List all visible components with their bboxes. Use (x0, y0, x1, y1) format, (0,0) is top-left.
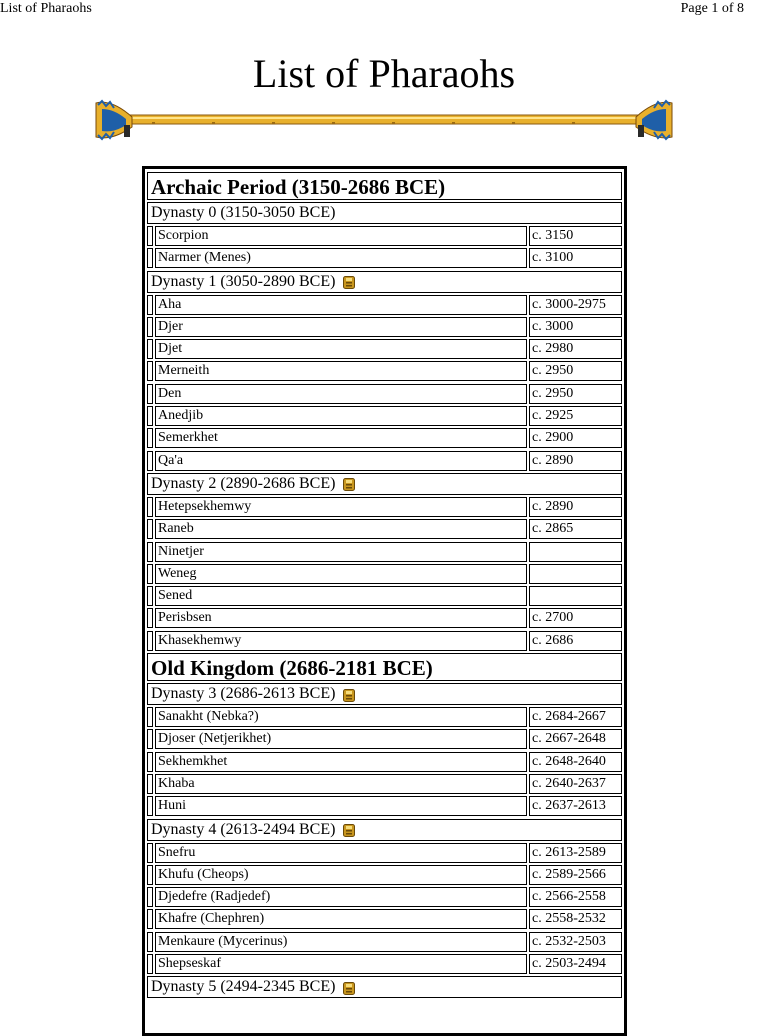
pharaoh-name: Khafre (Chephren) (155, 909, 527, 929)
pharaoh-table (142, 166, 627, 1036)
row-indent-cell (147, 954, 153, 974)
row-indent-cell (147, 339, 153, 359)
reign-date: c. 3000-2975 (529, 295, 622, 315)
row-indent-cell (147, 796, 153, 816)
period-heading: Old Kingdom (2686-2181 BCE) (147, 653, 622, 681)
reign-date: c. 2532-2503 (529, 932, 622, 952)
row-indent-cell (147, 608, 153, 628)
pharaoh-name: Snefru (155, 843, 527, 863)
reign-date: c. 3150 (529, 226, 622, 246)
row-indent-cell (147, 428, 153, 448)
reign-date: c. 2558-2532 (529, 909, 622, 929)
row-indent-cell (147, 631, 153, 651)
pharaoh-row (147, 295, 622, 315)
pharaoh-name: Shepseskaf (155, 954, 527, 974)
reign-date (529, 542, 622, 562)
pharaoh-row (147, 226, 622, 246)
sarcophagus-icon[interactable] (343, 275, 355, 288)
reign-date: c. 2640-2637 (529, 774, 622, 794)
row-indent-cell (147, 295, 153, 315)
pharaoh-row (147, 339, 622, 359)
pharaoh-row (147, 752, 622, 772)
pharaoh-row (147, 932, 622, 952)
dynasty-label: Dynasty 1 (3050-2890 BCE) (151, 272, 336, 290)
pharaoh-row (147, 248, 622, 268)
row-indent-cell (147, 248, 153, 268)
pharaoh-row (147, 865, 622, 885)
pharaoh-row (147, 361, 622, 381)
dynasty-heading (147, 202, 622, 224)
pharaoh-row (147, 519, 622, 539)
dynasty-heading (147, 473, 622, 495)
pharaoh-name: Ninetjer (155, 542, 527, 562)
row-indent-cell (147, 707, 153, 727)
pharaoh-name: Merneith (155, 361, 527, 381)
reign-date: c. 2700 (529, 608, 622, 628)
reign-date (529, 564, 622, 584)
pharaoh-name: Menkaure (Mycerinus) (155, 932, 527, 952)
page-header-title: List of Pharaohs (0, 1, 92, 16)
reign-date: c. 2925 (529, 406, 622, 426)
sarcophagus-icon[interactable] (343, 981, 355, 994)
pharaoh-name: Narmer (Menes) (155, 248, 527, 268)
pharaoh-row (147, 384, 622, 404)
row-indent-cell (147, 317, 153, 337)
reign-date: c. 2890 (529, 497, 622, 517)
pharaoh-name: Sekhemkhet (155, 752, 527, 772)
dynasty-heading (147, 271, 622, 293)
pharaoh-name: Djer (155, 317, 527, 337)
dynasty-label: Dynasty 3 (2686-2613 BCE) (151, 685, 336, 703)
pharaoh-name: Raneb (155, 519, 527, 539)
dynasty-heading (147, 683, 622, 705)
pharaoh-name: Perisbsen (155, 608, 527, 628)
page-title: List of Pharaohs (252, 51, 516, 96)
dynasty-label: Dynasty 4 (2613-2494 BCE) (151, 820, 336, 838)
reign-date: c. 2890 (529, 451, 622, 471)
pharaoh-name: Khasekhemwy (155, 631, 527, 651)
pharaoh-name: Sanakht (Nebka?) (155, 707, 527, 727)
pharaoh-name: Scorpion (155, 226, 527, 246)
pharaoh-row (147, 796, 622, 816)
row-indent-cell (147, 887, 153, 907)
pharaoh-row (147, 586, 622, 606)
reign-date: c. 2667-2648 (529, 729, 622, 749)
dynasty-heading (147, 819, 622, 841)
row-indent-cell (147, 497, 153, 517)
reign-date: c. 2865 (529, 519, 622, 539)
row-indent-cell (147, 586, 153, 606)
reign-date: c. 2637-2613 (529, 796, 622, 816)
pharaoh-name: Weneg (155, 564, 527, 584)
pharaoh-row (147, 631, 622, 651)
row-indent-cell (147, 932, 153, 952)
dynasty-heading (147, 976, 622, 998)
pharaoh-row (147, 954, 622, 974)
pharaoh-name: Qa'a (155, 451, 527, 471)
reign-date: c. 2503-2494 (529, 954, 622, 974)
reign-date: c. 3000 (529, 317, 622, 337)
pharaoh-row (147, 843, 622, 863)
dynasty-label: Dynasty 0 (3150-3050 BCE) (151, 204, 336, 221)
pharaoh-name: Aha (155, 295, 527, 315)
pharaoh-row (147, 406, 622, 426)
reign-date: c. 2686 (529, 631, 622, 651)
row-indent-cell (147, 909, 153, 929)
pharaoh-row (147, 451, 622, 471)
pharaoh-row (147, 542, 622, 562)
pharaoh-name: Hetepsekhemwy (155, 497, 527, 517)
reign-date: c. 2684-2667 (529, 707, 622, 727)
sarcophagus-icon[interactable] (343, 688, 355, 701)
reign-date: c. 2648-2640 (529, 752, 622, 772)
reign-date: c. 2613-2589 (529, 843, 622, 863)
row-indent-cell (147, 843, 153, 863)
row-indent-cell (147, 384, 153, 404)
row-indent-cell (147, 729, 153, 749)
pharaoh-row (147, 887, 622, 907)
pharaoh-name: Huni (155, 796, 527, 816)
reign-date: c. 2900 (529, 428, 622, 448)
pharaoh-row (147, 909, 622, 929)
sarcophagus-icon[interactable] (343, 477, 355, 490)
pharaoh-name: Djoser (Netjerikhet) (155, 729, 527, 749)
pharaoh-name: Djet (155, 339, 527, 359)
pharaoh-row (147, 317, 622, 337)
reign-date (529, 586, 622, 606)
pharaoh-row (147, 774, 622, 794)
row-indent-cell (147, 226, 153, 246)
pharaoh-row (147, 564, 622, 584)
reign-date: c. 2566-2558 (529, 887, 622, 907)
reign-date: c. 3100 (529, 248, 622, 268)
row-indent-cell (147, 406, 153, 426)
pharaoh-name: Semerkhet (155, 428, 527, 448)
pharaoh-row (147, 428, 622, 448)
row-indent-cell (147, 865, 153, 885)
dynasty-label: Dynasty 2 (2890-2686 BCE) (151, 474, 336, 492)
pharaoh-name: Anedjib (155, 406, 527, 426)
egyptian-scroll-ornament (92, 97, 676, 141)
dynasty-label: Dynasty 5 (2494-2345 BCE) (151, 978, 336, 996)
row-indent-cell (147, 361, 153, 381)
pharaoh-row (147, 729, 622, 749)
pharaoh-name: Den (155, 384, 527, 404)
row-indent-cell (147, 564, 153, 584)
sarcophagus-icon[interactable] (343, 823, 355, 836)
row-indent-cell (147, 752, 153, 772)
reign-date: c. 2589-2566 (529, 865, 622, 885)
row-indent-cell (147, 542, 153, 562)
row-indent-cell (147, 774, 153, 794)
period-heading: Archaic Period (3150-2686 BCE) (147, 172, 622, 200)
row-indent-cell (147, 519, 153, 539)
pharaoh-row (147, 707, 622, 727)
row-indent-cell (147, 451, 153, 471)
pharaoh-row (147, 497, 622, 517)
pharaoh-name: Sened (155, 586, 527, 606)
reign-date: c. 2950 (529, 361, 622, 381)
pharaoh-name: Djedefre (Radjedef) (155, 887, 527, 907)
pharaoh-name: Khaba (155, 774, 527, 794)
pharaoh-row (147, 608, 622, 628)
page-number: Page 1 of 8 (680, 1, 744, 16)
reign-date: c. 2980 (529, 339, 622, 359)
pharaoh-name: Khufu (Cheops) (155, 865, 527, 885)
reign-date: c. 2950 (529, 384, 622, 404)
